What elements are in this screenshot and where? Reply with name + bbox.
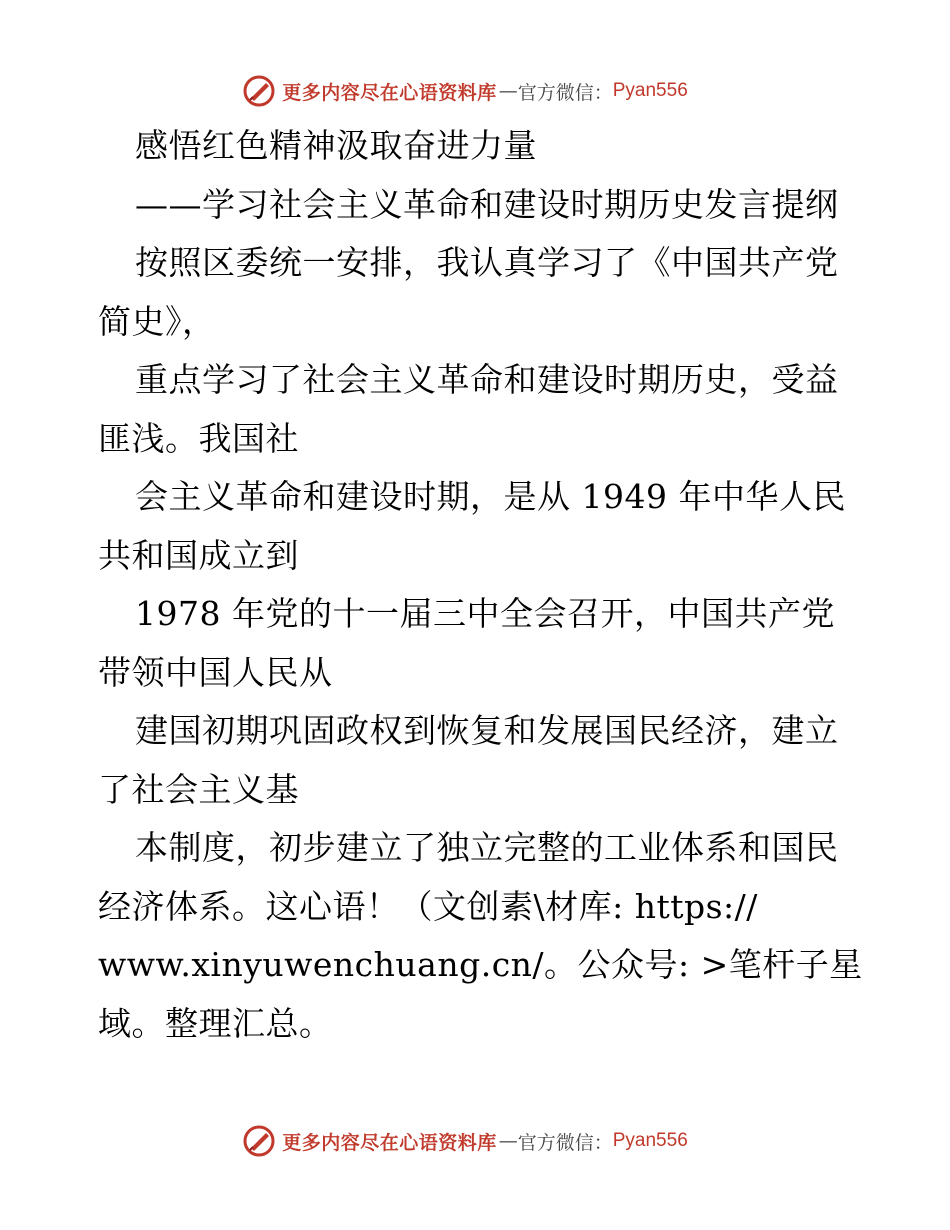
text-line: 本制度，初步建立了独立完整的工业体系和国民 — [135, 828, 839, 867]
text-line: 重点学习了社会主义革命和建设时期历史，受益 — [135, 360, 839, 399]
text-line: 带领中国人民从 — [98, 652, 333, 692]
text-line: www.xinyuwenchuang.cn/。公众号: >笔杆子星 — [98, 945, 863, 984]
text-line: 感悟红色精神汲取奋进力量 — [135, 126, 537, 165]
text-line: 经济体系。这心语！（文创素\材库: https:// — [98, 886, 758, 926]
watermark-contact-label: 官方微信： — [517, 81, 613, 104]
text-line: 1978 年党的十一届三中全会召开，中国共产党 — [135, 594, 835, 633]
header-watermark — [0, 71, 950, 111]
watermark-site-text: 更多内容尽在心语资料库 — [282, 1131, 497, 1154]
watermark-contact-label: 官方微信： — [517, 1131, 613, 1154]
watermark-separator: — — [498, 1130, 518, 1152]
footer-watermark — [0, 1121, 950, 1161]
text-line: 会主义革命和建设时期，是从 1949 年中华人民 — [135, 477, 846, 516]
text-line: ——学习社会主义革命和建设时期历史发言提纲 — [135, 184, 839, 224]
text-line: 域。整理汇总。 — [98, 1003, 333, 1043]
text-line: 共和国成立到 — [98, 535, 299, 575]
quill-logo-icon — [242, 1124, 276, 1158]
watermark-contact-id: Pyan556 — [612, 1130, 688, 1151]
watermark-separator: — — [498, 80, 518, 102]
text-line: 按照区委统一安排，我认真学习了《中国共产党 — [135, 243, 839, 282]
document-body — [98, 117, 863, 1053]
quill-logo-icon — [242, 74, 276, 108]
text-line: 建国初期巩固政权到恢复和发展国民经济，建立 — [135, 711, 839, 750]
text-line: 简史》， — [98, 301, 216, 341]
text-line: 了社会主义基 — [98, 769, 299, 809]
watermark-site-text: 更多内容尽在心语资料库 — [282, 81, 497, 104]
text-line: 匪浅。我国社 — [98, 418, 299, 458]
watermark-contact-id: Pyan556 — [612, 80, 688, 101]
